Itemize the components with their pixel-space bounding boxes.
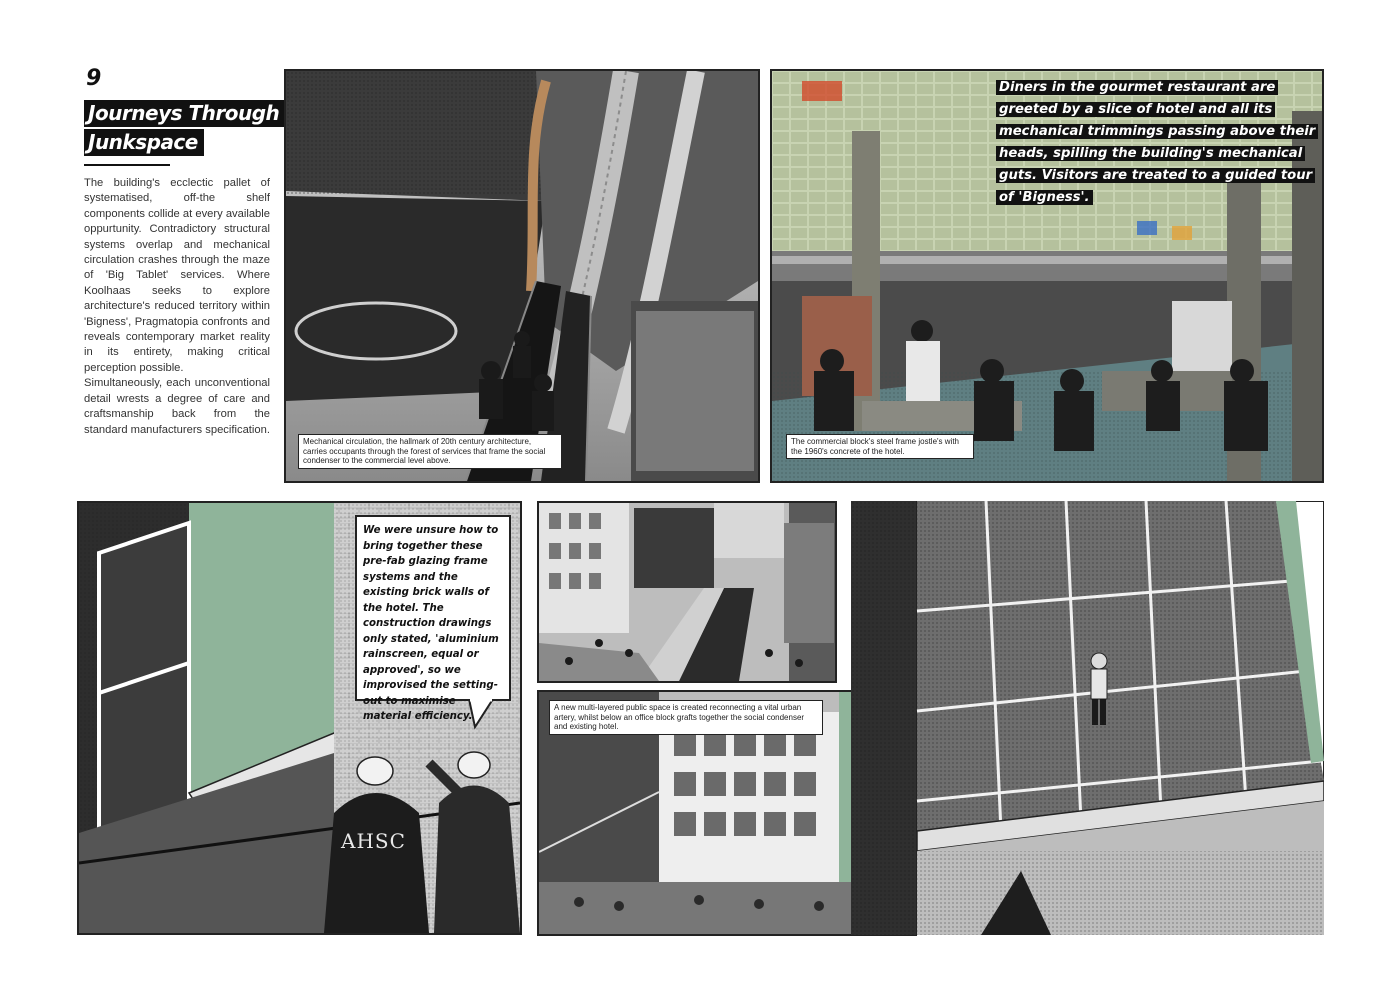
street-panel — [537, 501, 837, 683]
restaurant-caption: The commercial block's steel frame jostle's with the 1960's concrete of the hotel. — [786, 434, 974, 459]
escalator-caption: Mechanical circulation, the hallmark of 20th century architecture, carries occupants through the forest of services that frame the social condenser to the commercial level above. — [298, 434, 562, 469]
restaurant-panel — [770, 69, 1324, 483]
intro-text — [84, 176, 270, 438]
title-line-2: Junkspace — [84, 129, 204, 156]
jacket-lettering: AHSC — [341, 829, 406, 853]
construction-panel — [77, 501, 522, 935]
street-illustration — [539, 503, 835, 681]
intro-paragraph-1: The building's ecclectic pallet of systematised, off-the shelf components collide at every available oppurtunity. Contradictory structural systems overlap and mechanical circulation crashes through the maze of 'Big Tablet' services. Where Koolhaas seeks to explore architecture's reduced territory within 'Bigness', Pragmatopia confronts and reveals contemporary market reality in its entirety, making critical perception possible. — [84, 177, 270, 374]
page-title — [84, 100, 285, 166]
restaurant-overlay-text — [996, 77, 1316, 209]
page-number: 9 — [86, 66, 102, 91]
escalator-illustration — [286, 71, 758, 481]
title-underline — [84, 164, 170, 166]
construction-speech-bubble: We were unsure how to bring together these pre-fab glazing frame systems and the existing brick walls of the hotel. The construction drawings only stated, 'aluminium rainscreen, equal or approved', so we improvised the setting-out to maximise material efficiency. — [355, 515, 511, 701]
speech-bubble-tail — [467, 699, 497, 731]
facade-panel — [851, 501, 1324, 935]
facade-illustration — [851, 501, 1324, 935]
public-space-caption: A new multi-layered public space is created reconnecting a vital urban artery, whilst below an office block grafts together the social condenser and existing hotel. — [549, 700, 823, 735]
escalator-panel — [284, 69, 760, 483]
title-line-1: Journeys Through — [84, 100, 285, 127]
restaurant-overlay: Diners in the gourmet restaurant are greeted by a slice of hotel and all its mechanical trimmings passing above their heads, spilling the building's mechanical guts. Visitors are treated to a guided tour of 'Bigness'. — [996, 80, 1318, 205]
intro-paragraph-2: Simultaneously, each unconventional detail wrests a degree of care and craftsmanship back from the standard manufacturers specification. — [84, 377, 270, 436]
